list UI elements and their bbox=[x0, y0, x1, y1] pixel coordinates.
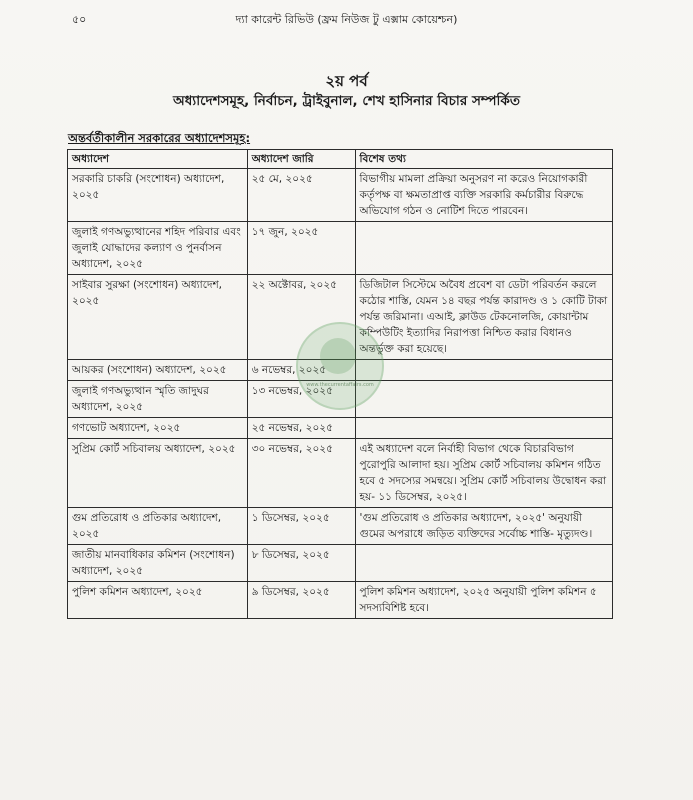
column-header-special-info: বিশেষ তথ্য bbox=[355, 150, 612, 169]
table-row bbox=[68, 439, 613, 508]
page-header bbox=[40, 6, 653, 28]
ordinance-name: গণভোট অধ্যাদেশ, ২০২৫ bbox=[68, 418, 248, 439]
ordinances-table bbox=[67, 149, 613, 619]
issue-date: ৯ ডিসেম্বর, ২০২৫ bbox=[247, 582, 355, 619]
issue-date: ৬ নভেম্বর, ২০২৫ bbox=[247, 360, 355, 381]
issue-date: ১ ডিসেম্বর, ২০২৫ bbox=[247, 508, 355, 545]
column-header-issue-date: অধ্যাদেশ জারি bbox=[247, 150, 355, 169]
table-row bbox=[68, 222, 613, 275]
ordinance-name: জুলাই গণঅভ্যুত্থানের শহিদ পরিবার এবং জুলাই যোদ্ধাদের কল্যাণ ও পুনর্বাসন অধ্যাদেশ, ২০২৫ bbox=[68, 222, 248, 275]
page-number: ৫০ bbox=[72, 13, 87, 26]
special-info: পুলিশ কমিশন অধ্যাদেশ, ২০২৫ অনুযায়ী পুলিশ কমিশন ৫ সদস্যবিশিষ্ট হবে। bbox=[355, 582, 612, 619]
issue-date: ২২ অক্টোবর, ২০২৫ bbox=[247, 275, 355, 360]
table-row bbox=[68, 169, 613, 222]
table-row bbox=[68, 418, 613, 439]
table-row bbox=[68, 360, 613, 381]
issue-date: ২৫ নভেম্বর, ২০২৫ bbox=[247, 418, 355, 439]
ordinance-name: সুপ্রিম কোর্ট সচিবালয় অধ্যাদেশ, ২০২৫ bbox=[68, 439, 248, 508]
table-row bbox=[68, 275, 613, 360]
ordinance-name: সাইবার সুরক্ষা (সংশোধন) অধ্যাদেশ, ২০২৫ bbox=[68, 275, 248, 360]
section-title: অধ্যাদেশসমূহ, নির্বাচন, ট্রাইবুনাল, শেখ হাসিনার বিচার সম্পর্কিত bbox=[173, 93, 520, 109]
table-row bbox=[68, 545, 613, 582]
column-header-ordinance: অধ্যাদেশ bbox=[68, 150, 248, 169]
ordinance-name: আয়কর (সংশোধন) অধ্যাদেশ, ২০২৫ bbox=[68, 360, 248, 381]
special-info: 'গুম প্রতিরোধ ও প্রতিকার অধ্যাদেশ, ২০২৫' অনুযায়ী গুমের অপরাধে জড়িত ব্যক্তিদের সর্বোচ্চ শাস্তি- মৃত্যুদণ্ড। bbox=[355, 508, 612, 545]
issue-date: ৮ ডিসেম্বর, ২০২৫ bbox=[247, 545, 355, 582]
special-info bbox=[355, 222, 612, 275]
ordinance-name: পুলিশ কমিশন অধ্যাদেশ, ২০২৫ bbox=[68, 582, 248, 619]
ordinance-name: জুলাই গণঅভ্যুত্থান স্মৃতি জাদুঘর অধ্যাদেশ, ২০২৫ bbox=[68, 381, 248, 418]
table-caption: অন্তর্বর্তীকালীন সরকারের অধ্যাদেশসমূহ: bbox=[68, 131, 251, 145]
issue-date: ১৭ জুন, ২০২৫ bbox=[247, 222, 355, 275]
special-info: এই অধ্যাদেশ বলে নির্বাহী বিভাগ থেকে বিচারবিভাগ পুরোপুরি আলাদা হয়। সুপ্রিম কোর্ট সচিবালয় কমিশন গঠিত হবে ৫ সদস্যের সমন্বয়ে। সুপ্রিম কোর্ট সচিবালয় উদ্বোধন করা হয়- ১১ ডিসেম্বর, ২০২৫। bbox=[355, 439, 612, 508]
table-header-row bbox=[68, 150, 613, 169]
table-row bbox=[68, 381, 613, 418]
part-title: ২য় পর্ব bbox=[325, 72, 368, 90]
running-title: দ্যা কারেন্ট রিভিউ (ফ্রম নিউজ টু এক্সাম কোয়েশ্চন) bbox=[235, 13, 458, 26]
special-info: বিভাগীয় মামলা প্রক্রিয়া অনুসরণ না করেও নিয়োগকারী কর্তৃপক্ষ বা ক্ষমতাপ্রাপ্ত ব্যক্তি সরকারি কর্মচারীর বিরুদ্ধে অভিযোগ গঠন ও নোটিশ দিতে পারবেন। bbox=[355, 169, 612, 222]
special-info: ডিজিটাল সিস্টেমে অবৈধ প্রবেশ বা ডেটা পরিবর্তন করলে কঠোর শাস্তি, যেমন ১৪ বছর পর্যন্ত কারাদণ্ড ও ১ কোটি টাকা পর্যন্ত জরিমানা। এআই, ক্লাউড টেকনোলজি, কোয়ান্টাম কম্পিউটিং ইত্যাদির নিরাপত্তা নিশ্চিত করার বিধানও অন্তর্ভুক্ত করা হয়েছে। bbox=[355, 275, 612, 360]
issue-date: ৩০ নভেম্বর, ২০২৫ bbox=[247, 439, 355, 508]
special-info bbox=[355, 545, 612, 582]
special-info bbox=[355, 360, 612, 381]
ordinance-name: গুম প্রতিরোধ ও প্রতিকার অধ্যাদেশ, ২০২৫ bbox=[68, 508, 248, 545]
table-row bbox=[68, 508, 613, 545]
special-info bbox=[355, 381, 612, 418]
ordinance-name: সরকারি চাকরি (সংশোধন) অধ্যাদেশ, ২০২৫ bbox=[68, 169, 248, 222]
issue-date: ২৫ মে, ২০২৫ bbox=[247, 169, 355, 222]
issue-date: ১৩ নভেম্বর, ২০২৫ bbox=[247, 381, 355, 418]
ordinance-name: জাতীয় মানবাধিকার কমিশন (সংশোধন) অধ্যাদেশ, ২০২৫ bbox=[68, 545, 248, 582]
special-info bbox=[355, 418, 612, 439]
watermark-text: www.thecurrentaffairs.com bbox=[306, 382, 374, 388]
table-row bbox=[68, 582, 613, 619]
